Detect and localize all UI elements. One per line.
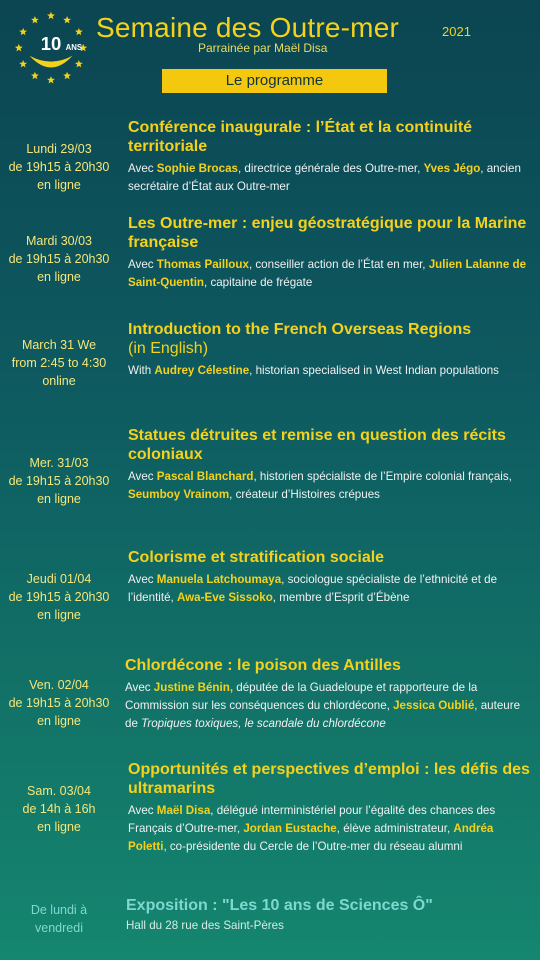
exhibition-date: De lundi à vendredi [30,903,88,935]
logo-smile-icon [30,56,73,68]
star-icon [19,28,27,35]
star-icon [63,16,71,23]
star-icon [19,60,27,67]
event-title: Colorisme et stratification sociale [128,549,385,566]
page-title: Semaine des Outre-mer [96,12,399,43]
event-date: Lundi 29/03 de 19h15 à 20h30 en ligne [8,142,110,192]
event-date: Mer. 31/03 de 19h15 à 20h30 en ligne [8,456,110,506]
event-speakers: Avec Justine Bénin, députée de la Guadeloupe et rapporteure de la Commission sur les conséquences du chlordécone, Jessica Oublié, auteure de Tropiques toxiques, le scandale du chlordécone [125,681,521,730]
event-date: Mardi 30/03 de 19h15 à 20h30 en ligne [8,234,110,284]
logo-ans: ANS [65,42,83,52]
event-date: March 31 We from 2:45 to 4:30 online [11,338,107,388]
star-icon [31,72,39,79]
event-date: Sam. 03/04 de 14h à 16h en ligne [22,784,96,834]
logo-ten: 10 [40,32,62,54]
event-speakers: With Audrey Célestine, historian specialised in West Indian populations [128,364,499,377]
event-speakers: Avec Pascal Blanchard, historien spécialiste de l’Empire colonial français, Seumboy Vrainom, créateur d’Histoires crépues [128,470,512,501]
star-icon [47,76,55,83]
event-title: Statues détruites et remise en question des récits coloniaux [128,427,506,463]
event-title: Opportunités et perspectives d’emploi : les défis des ultramarins [128,761,530,797]
event-speakers: Avec Sophie Brocas, directrice générale des Outre-mer, Yves Jégo, ancien secrétaire d’État aux Outre-mer [128,162,521,193]
event-date: Jeudi 01/04 de 19h15 à 20h30 en ligne [8,572,110,622]
star-icon [63,72,71,79]
star-icon [31,16,39,23]
star-icon [75,60,83,67]
program-banner: Le programme [162,69,387,93]
star-icon [75,28,83,35]
event-speakers: Avec Thomas Pailloux, conseiller action de l’État en mer, Julien Lalanne de Saint-Quentin, capitaine de frégate [128,258,527,289]
event-date: Ven. 02/04 de 19h15 à 20h30 en ligne [8,678,110,728]
event-speakers: Avec Maël Disa, délégué interministériel pour l’égalité des chances des Français d’Outre-mer, Jordan Eustache, élève administrateur, Andréa Poletti, co-présidente du Cercle de l’Outre-mer du réseau alumni [128,804,496,853]
event-title: Les Outre-mer : enjeu géostratégique pour la Marine française [128,215,527,251]
event-speakers: Avec Manuela Latchoumaya, sociologue spécialiste de l’ethnicité et de l’identité, Awa-Eve Sissoko, membre d’Esprit d’Ébène [128,573,498,604]
exhibition-title: Exposition : "Les 10 ans de Sciences Ô" [126,897,433,914]
event-title: Introduction to the French Overseas Regions (in English) [128,321,472,357]
year-label: 2021 [442,24,471,39]
star-icon [15,44,23,51]
ten-years-logo [12,10,90,86]
star-icon [47,12,55,19]
event-title: Chlordécone : le poison des Antilles [125,657,401,674]
patron-subtitle: Parrainée par Maël Disa [198,41,328,55]
event-title: Conférence inaugurale : l’État et la continuité territoriale [128,119,473,155]
exhibition-place: Hall du 28 rue des Saint-Pères [126,919,284,932]
